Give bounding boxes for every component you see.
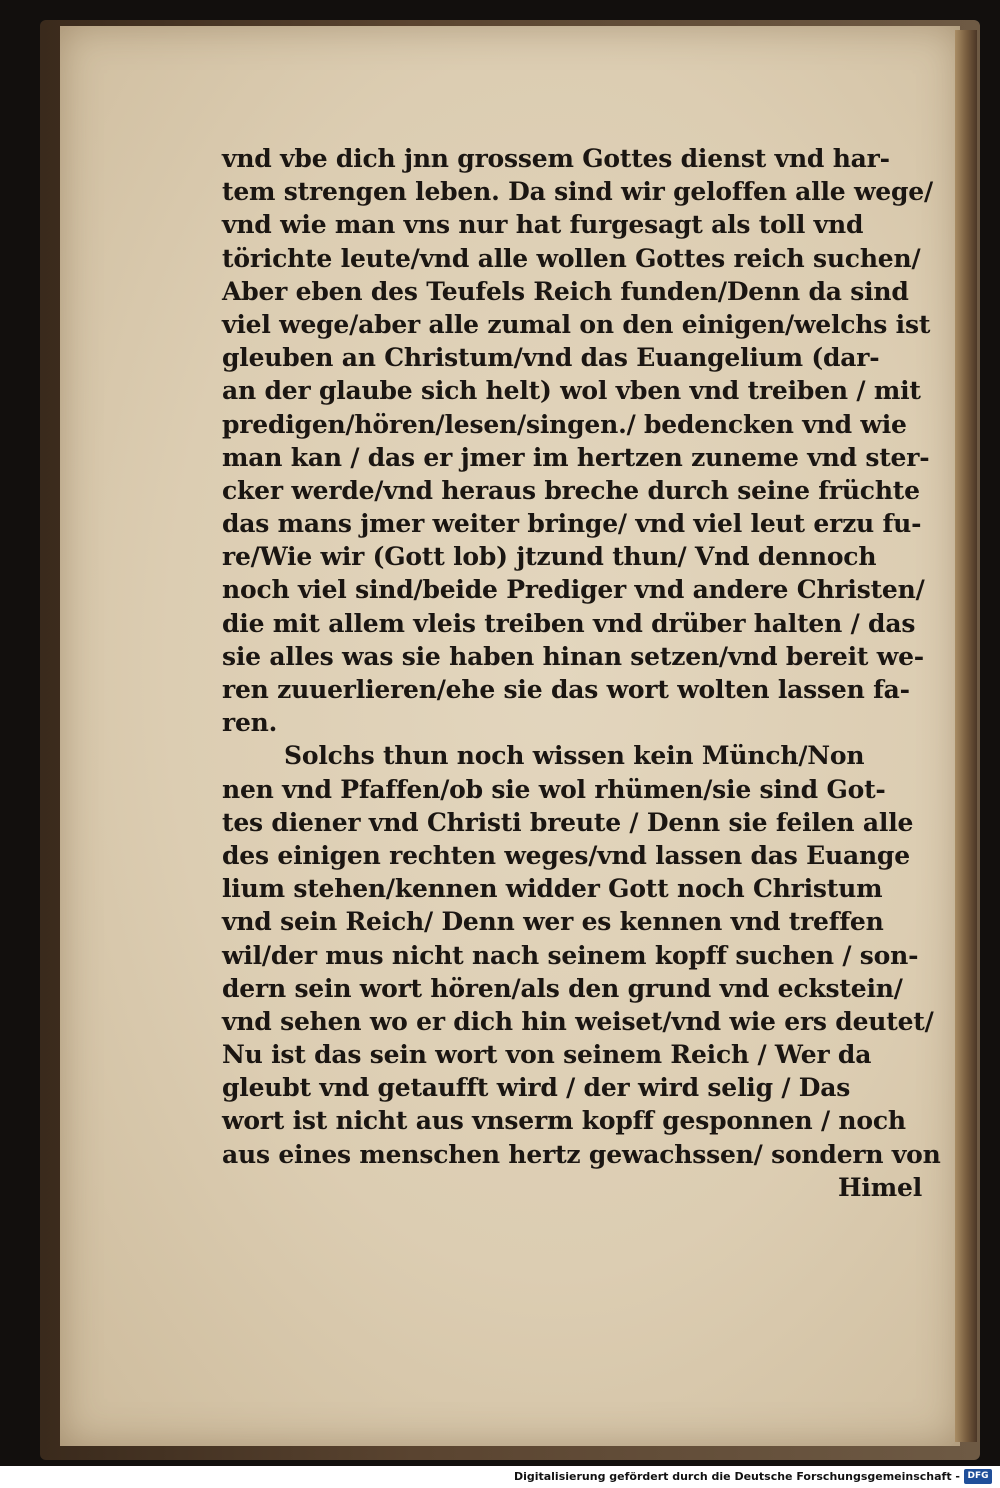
text-line: lium stehen/kennen widder Gott noch Christum	[222, 874, 883, 904]
footer-bar	[0, 1466, 1000, 1488]
catchword: Himel	[838, 1172, 922, 1202]
text-line: Aber eben des Teufels Reich funden/Denn da sind	[222, 276, 909, 306]
text-line: nen vnd Pfaffen/ob sie wol rhümen/sie sind Got-	[222, 774, 886, 804]
text-line: das mans jmer weiter bringe/ vnd viel leut erzu fu-	[222, 509, 922, 539]
text-line: ren.	[222, 708, 278, 738]
text-line: wort ist nicht aus vnserm kopff gesponnen / noch	[222, 1106, 906, 1136]
text-line: vnd vbe dich jnn grossem Gottes dienst vnd har-	[222, 144, 890, 173]
text-line: an der glaube sich helt) wol vben vnd treiben / mit	[222, 376, 921, 406]
text-line: tem strengen leben. Da sind wir geloffen alle wege/	[222, 177, 933, 207]
text-line: vnd sehen wo er dich hin weiset/vnd wie ers deutet/	[222, 1006, 934, 1036]
text-line: tes diener vnd Christi breute / Denn sie feilen alle	[222, 807, 914, 837]
dfg-logo-icon: DFG	[964, 1469, 992, 1484]
text-line: die mit allem vleis treiben vnd drüber halten / das	[222, 608, 916, 638]
page-text-block	[222, 142, 941, 1204]
text-line: viel wege/aber alle zumal on den einigen/welchs ist	[222, 309, 931, 339]
text-line: törichte leute/vnd alle wollen Gottes reich suchen/	[222, 243, 921, 273]
text-line: predigen/hören/lesen/singen./ bedencken vnd wie	[222, 409, 907, 439]
text-line: vnd wie man vns nur hat furgesagt als toll vnd	[222, 210, 864, 240]
text-line: gleubt vnd getaufft wird / der wird selig / Das	[222, 1073, 851, 1103]
text-line: ren zuuerlieren/ehe sie das wort wolten lassen fa-	[222, 675, 910, 704]
text-line: sie alles was sie haben hinan setzen/vnd bereit we-	[222, 641, 924, 671]
text-line: vnd sein Reich/ Denn wer es kennen vnd treffen	[222, 907, 884, 937]
paragraph-start-line: Solchs thun noch wissen kein Münch/Non	[284, 741, 865, 771]
text-line: gleuben an Christum/vnd das Euangelium (dar-	[222, 343, 880, 373]
text-line: re/Wie wir (Gott lob) jtzund thun/ Vnd dennoch	[222, 542, 877, 572]
text-line: noch viel sind/beide Prediger vnd andere Christen/	[222, 575, 925, 605]
funding-credit: Digitalisierung gefördert durch die Deutsche Forschungsgemeinschaft -	[513, 1470, 960, 1483]
text-line: aus eines menschen hertz gewachssen/ sondern von	[222, 1139, 941, 1169]
text-line: des einigen rechten weges/vnd lassen das Euange	[222, 840, 910, 870]
text-line: Nu ist das sein wort von seinem Reich / Wer da	[222, 1040, 872, 1070]
page-fore-edge	[955, 30, 977, 1442]
text-line: cker werde/vnd heraus breche durch seine früchte	[222, 475, 920, 505]
text-line: dern sein wort hören/als den grund vnd eckstein/	[222, 973, 903, 1003]
text-line: wil/der mus nicht nach seinem kopff suchen / son-	[222, 940, 919, 970]
text-line: man kan / das er jmer im hertzen zuneme vnd ster-	[222, 442, 930, 472]
